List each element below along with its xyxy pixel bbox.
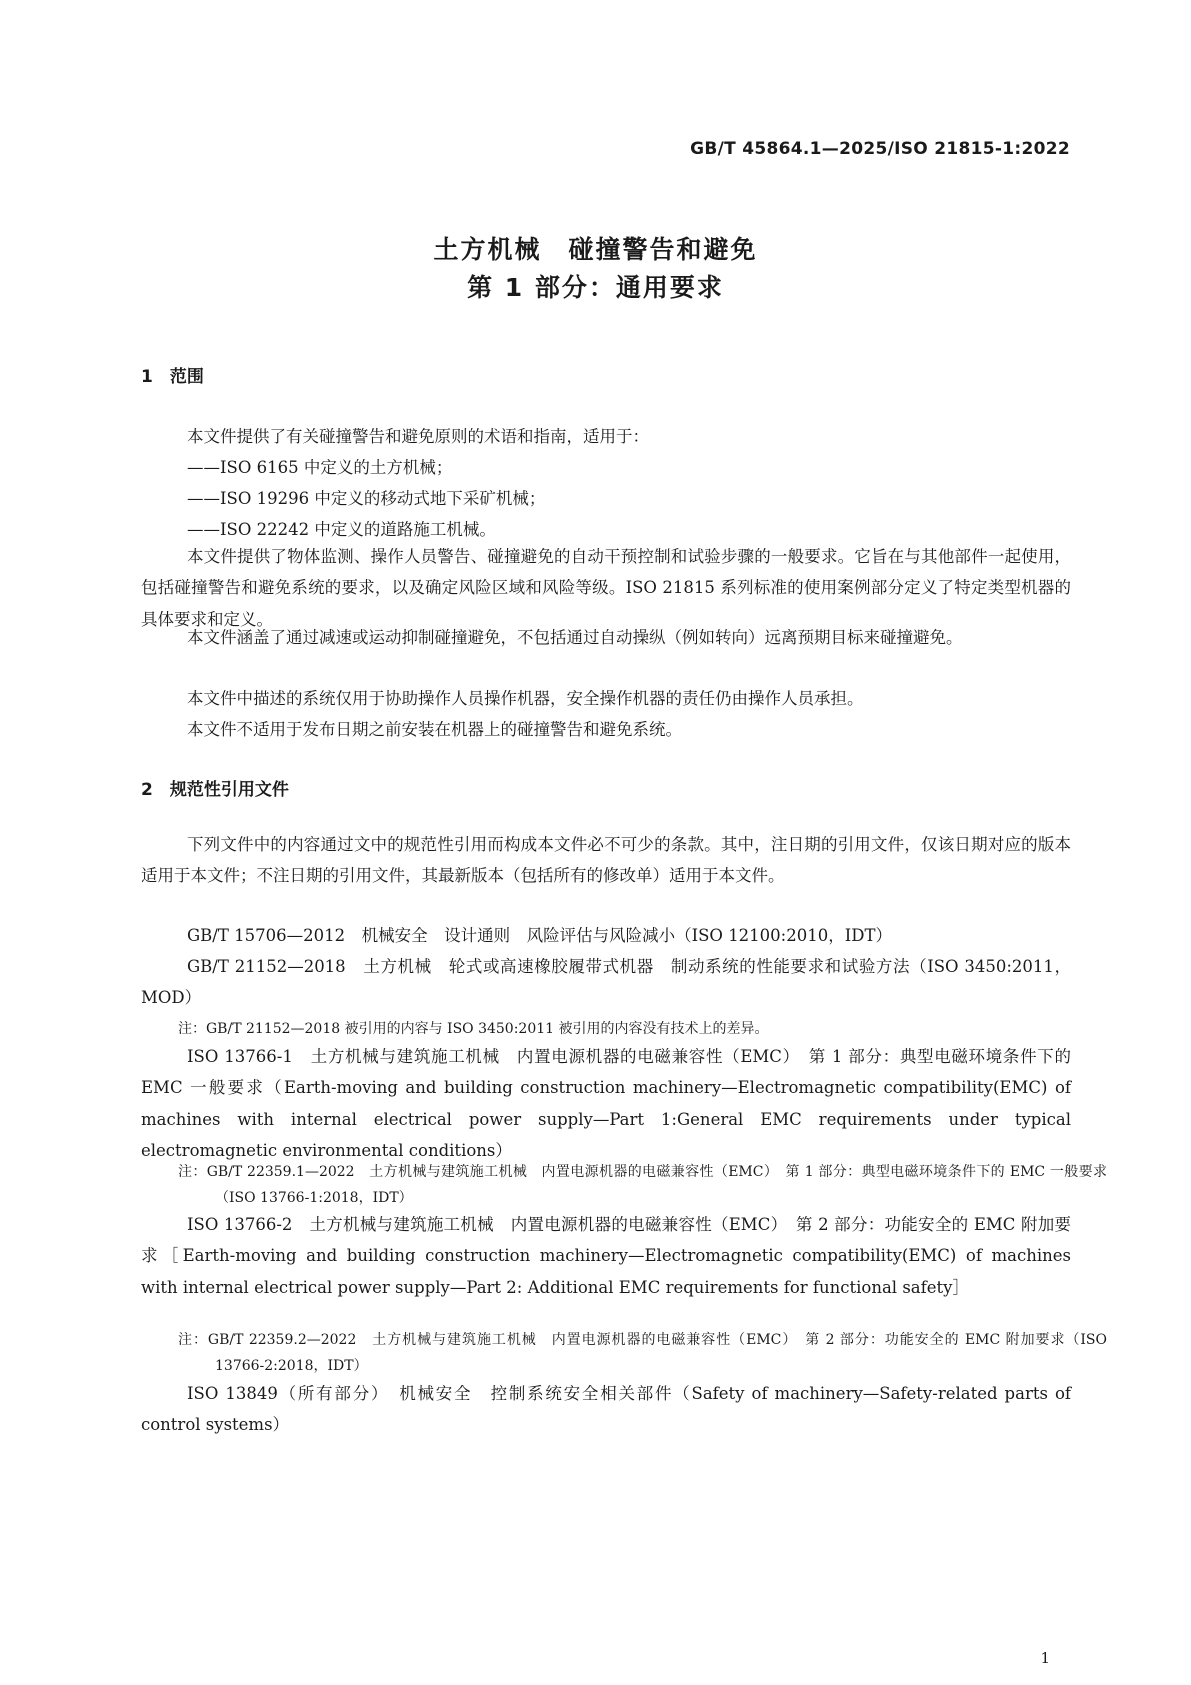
scope-intro: 本文件提供了有关碰撞警告和避免原则的术语和指南，适用于： xyxy=(187,427,649,446)
reference-note: 注：GB/T 22359.1—2022 土方机械与建筑施工机械 内置电源机器的电磁兼容性（EMC） 第 1 部分：典型电磁环境条件下的 EMC 一般要求（ISO 13766-1:2018，IDT） xyxy=(178,1164,1107,1206)
standard-code-header: GB/T 45864.1—2025/ISO 21815-1:2022 xyxy=(690,139,1070,159)
scope-paragraph: 本文件不适用于发布日期之前安装在机器上的碰撞警告和避免系统。 xyxy=(187,720,682,739)
references-intro: 下列文件中的内容通过文中的规范性引用而构成本文件必不可少的条款。其中，注日期的引用文件，仅该日期对应的版本适用于本文件；不注日期的引用文件，其最新版本（包括所有的修改单）适用于本文件。 xyxy=(141,835,1071,886)
section-1-heading: 1 范围 xyxy=(141,367,204,387)
reference-entry: ISO 13766-2 土方机械与建筑施工机械 内置电源机器的电磁兼容性（EMC） 第 2 部分：功能安全的 EMC 附加要求［Earth-moving and building construction machinery—Electromagnetic compatibility(EMC) of machines with internal electrical power supply—Part 2: Additional EMC requirements for functional safety］ xyxy=(141,1215,1071,1297)
reference-entry: GB/T 15706—2012 机械安全 设计通则 风险评估与风险减小（ISO 12100:2010，IDT） xyxy=(187,926,892,945)
document-title: 土方机械 碰撞警告和避免 xyxy=(433,235,758,264)
reference-entry: ISO 13766-1 土方机械与建筑施工机械 内置电源机器的电磁兼容性（EMC） 第 1 部分：典型电磁环境条件下的 EMC 一般要求（Earth-moving and building construction machinery—Electromagnetic compatibility(EMC) of machines with internal electrical power supply—Part 1:General EMC requirements under typical electromagnetic environmental conditions） xyxy=(141,1047,1071,1160)
scope-item: ——ISO 22242 中定义的道路施工机械。 xyxy=(187,520,496,539)
scope-item: ——ISO 19296 中定义的移动式地下采矿机械； xyxy=(187,489,546,508)
document-subtitle: 第 1 部分：通用要求 xyxy=(467,273,724,302)
scope-paragraph: 本文件提供了物体监测、操作人员警告、碰撞避免的自动干预控制和试验步骤的一般要求。它旨在与其他部件一起使用，包括碰撞警告和避免系统的要求，以及确定风险区域和风险等级。ISO 21815 系列标准的使用案例部分定义了特定类型机器的具体要求和定义。 xyxy=(141,547,1071,629)
page-number: 1 xyxy=(1040,1649,1050,1667)
scope-paragraph: 本文件中描述的系统仅用于协助操作人员操作机器，安全操作机器的责任仍由操作人员承担。 xyxy=(187,689,864,708)
reference-note: 注：GB/T 21152—2018 被引用的内容与 ISO 3450:2011 被引用的内容没有技术上的差异。 xyxy=(178,1021,769,1037)
reference-note: 注：GB/T 22359.2—2022 土方机械与建筑施工机械 内置电源机器的电磁兼容性（EMC） 第 2 部分：功能安全的 EMC 附加要求（ISO 13766-2:2018，IDT） xyxy=(178,1332,1107,1374)
section-2-heading: 2 规范性引用文件 xyxy=(141,780,289,800)
reference-entry: GB/T 21152—2018 土方机械 轮式或高速橡胶履带式机器 制动系统的性能要求和试验方法（ISO 3450:2011，MOD） xyxy=(141,957,1071,1008)
scope-item: ——ISO 6165 中定义的土方机械； xyxy=(187,458,453,477)
reference-entry: ISO 13849（所有部分） 机械安全 控制系统安全相关部件（Safety of machinery—Safety-related parts of control systems） xyxy=(141,1384,1071,1435)
scope-paragraph: 本文件涵盖了通过减速或运动抑制碰撞避免，不包括通过自动操纵（例如转向）远离预期目标来碰撞避免。 xyxy=(187,628,963,647)
